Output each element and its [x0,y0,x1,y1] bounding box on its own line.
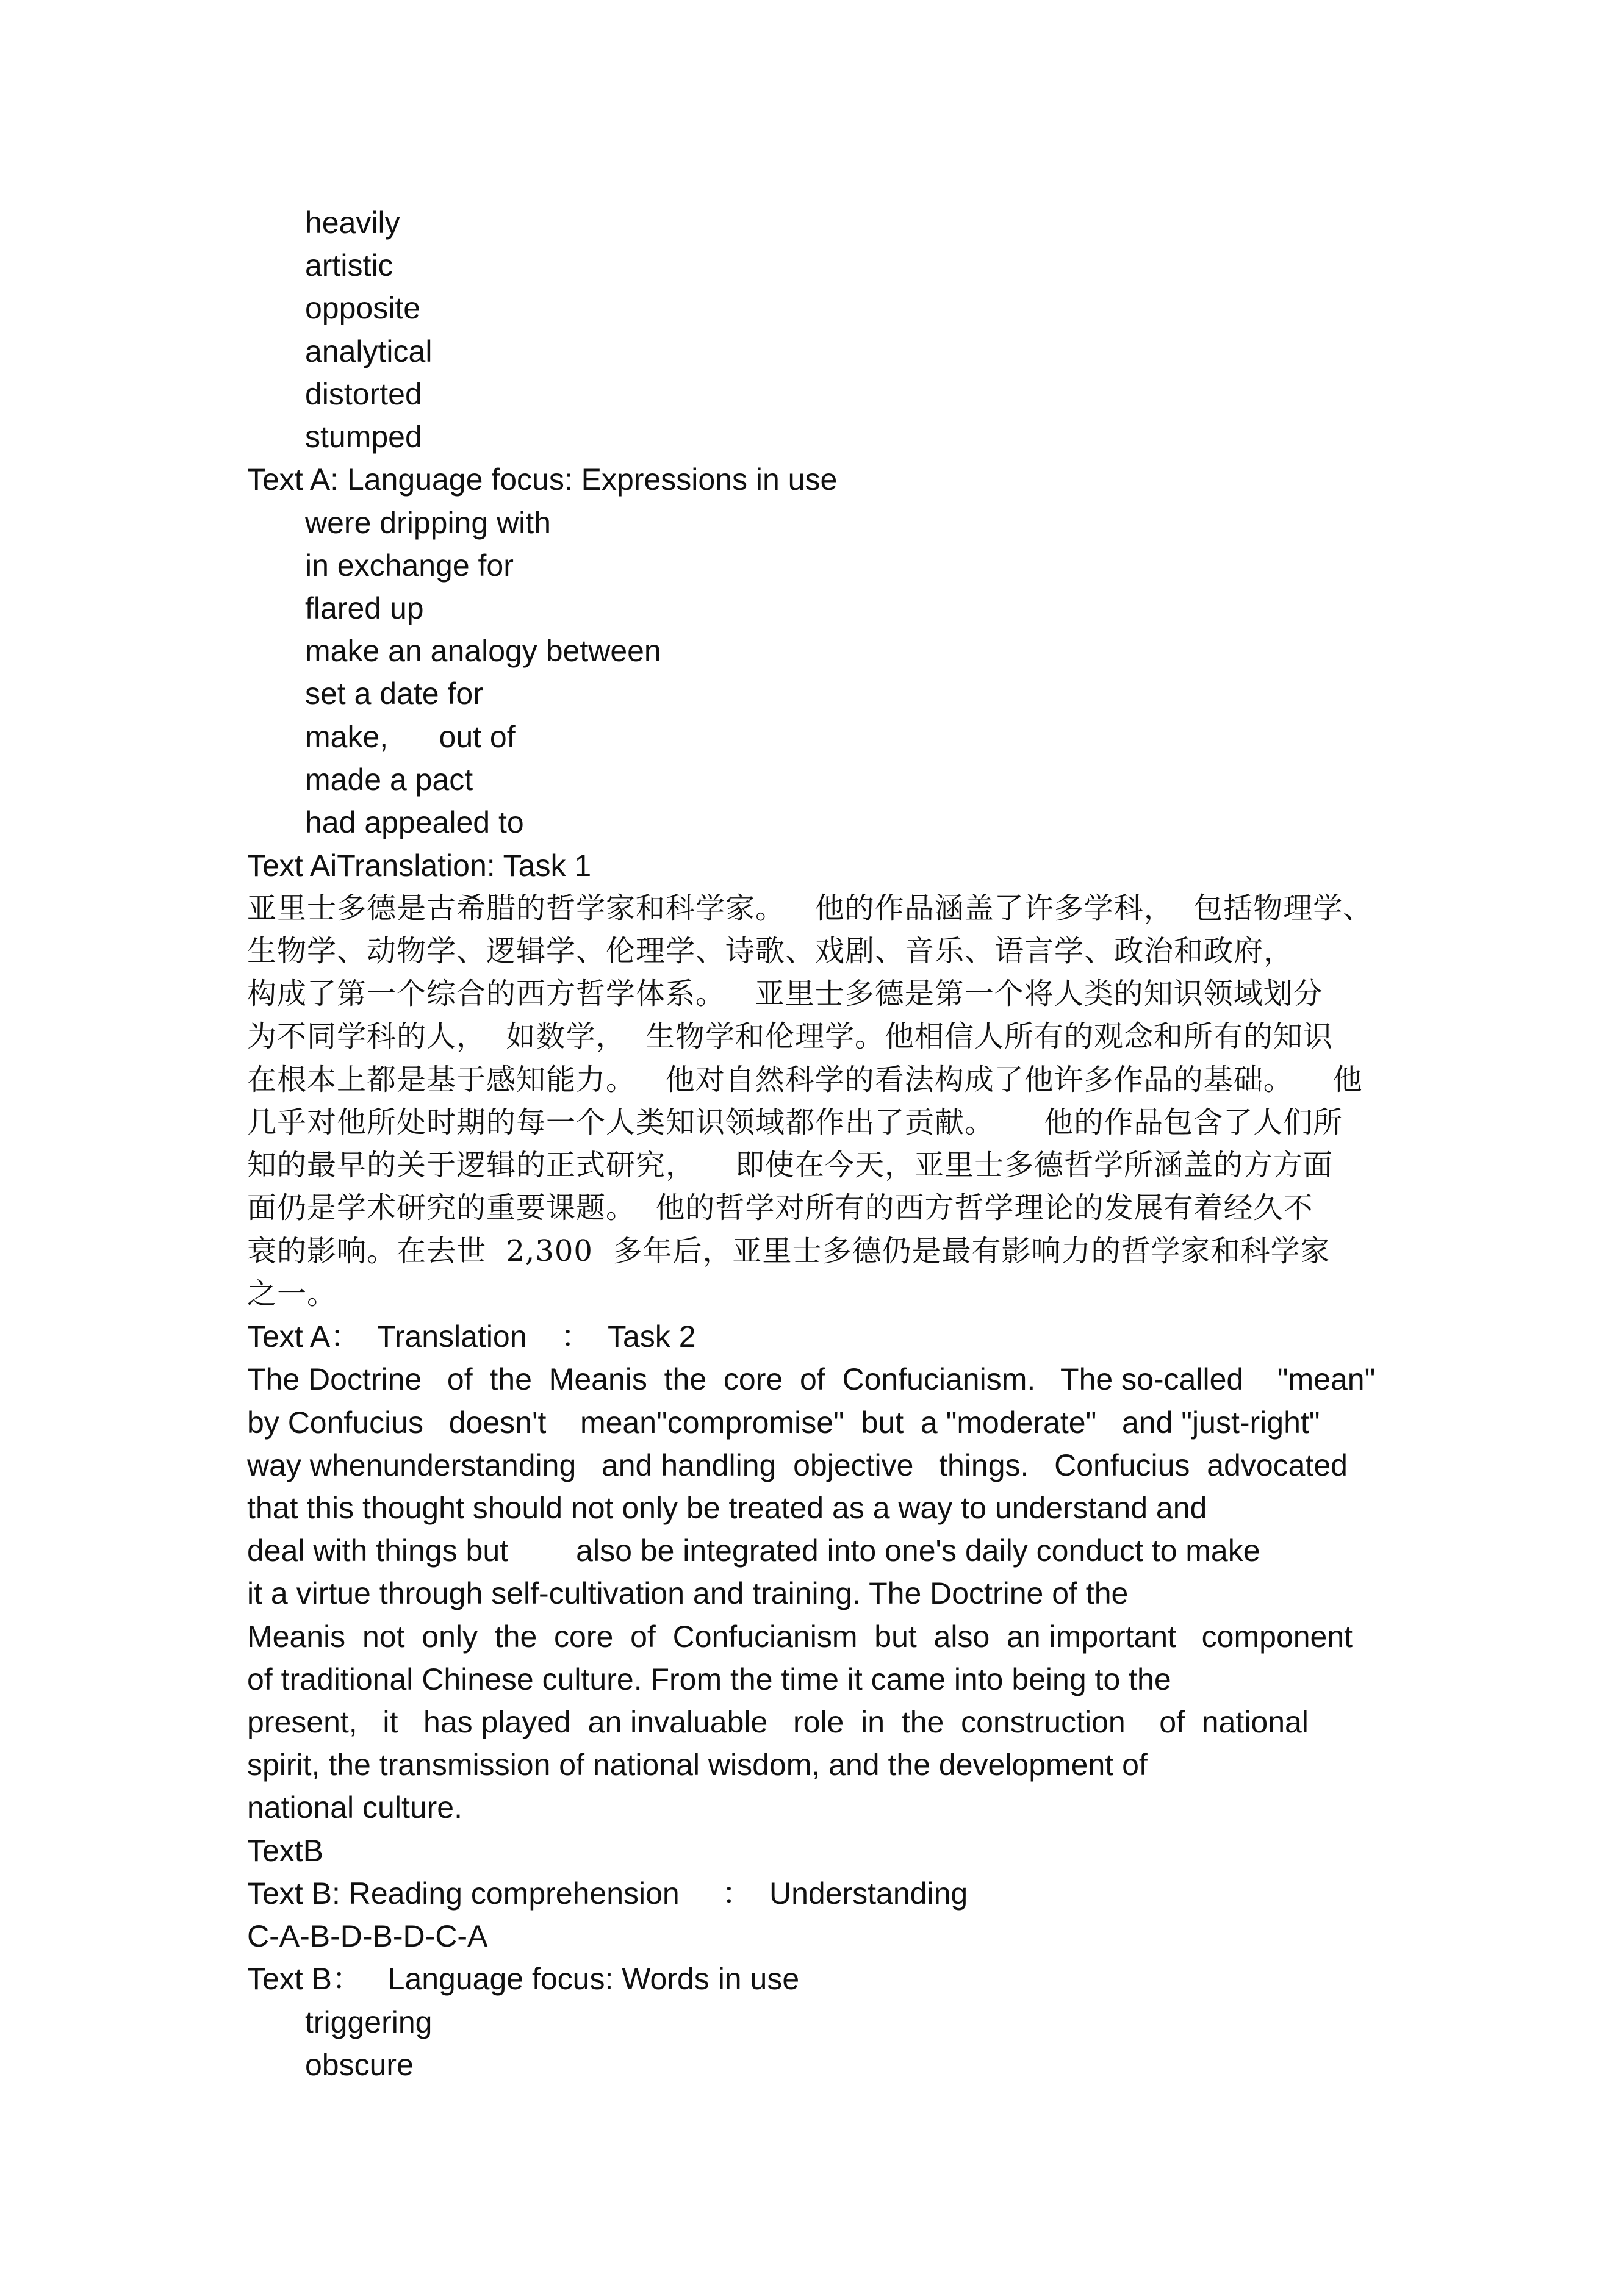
translation-line-en: Meanis not only the core of Confucianism but also an important component [247,1620,1353,1654]
translation-line-zh: 在根本上都是基于感知能力。 他对自然科学的看法构成了他许多作品的基础。 他 [247,1063,1363,1097]
section-heading-expressions: Text A: Language focus: Expressions in use [247,462,838,497]
answer-expression: flared up [305,591,424,625]
section-heading-reading: Text B: Reading comprehension ： Understanding [247,1876,968,1911]
answer-expression: make, out of [305,720,516,754]
section-heading-task1: Text AiTranslation: Task 1 [247,849,592,883]
translation-line-zh: 亚里士多德是古希腊的哲学家和科学家。 他的作品涵盖了许多学科， 包括物理学、 [247,891,1373,925]
translation-line-en: The Doctrine of the Meanis the core of Confucianism. The so-called "mean" [247,1362,1376,1396]
answer-expression: make an analogy between [305,634,661,668]
translation-line-zh: 面仍是学术研究的重要课题。 他的哲学对所有的西方哲学理论的发展有着经久不 [247,1191,1313,1225]
translation-line-zh: 为不同学科的人， 如数学， 生物学和伦理学。他相信人所有的观念和所有的知识 [247,1019,1334,1053]
translation-line-en: it a virtue through self-cultivation and training. The Doctrine of the [247,1576,1129,1610]
translation-line-zh: 之一。 [247,1277,337,1311]
answer-word: stumped [305,420,422,454]
translation-line-en: national culture. [247,1790,463,1825]
translation-line-zh: 构成了第一个综合的西方哲学体系。 亚里士多德是第一个将人类的知识领域划分 [247,977,1323,1011]
section-label-textb: TextB [247,1834,324,1868]
translation-line-en: that this thought should not only be treated as a way to understand and [247,1491,1207,1525]
answer-word: obscure [305,2048,414,2082]
translation-line-zh: 衰的影响。在去世 2,300 多年后，亚里士多德仍是最有影响力的哲学家和科学家 [247,1234,1331,1268]
translation-line-en: way whenunderstanding and handling objective things. Confucius advocated [247,1448,1348,1482]
translation-line-zh: 生物学、动物学、逻辑学、伦理学、诗歌、戏剧、音乐、语言学、政治和政府， [247,934,1294,968]
section-heading-task2: Text A： Translation ： Task 2 [247,1319,696,1354]
answer-word: analytical [305,334,433,368]
section-heading-words-b: Text B： Language focus: Words in use [247,1962,800,1996]
translation-line-en: of traditional Chinese culture. From the time it came into being to the [247,1662,1171,1696]
answer-expression: were dripping with [305,506,551,540]
translation-line-zh: 知的最早的关于逻辑的正式研究， 即使在今天，亚里士多德哲学所涵盖的方方面 [247,1148,1334,1182]
answer-word: heavily [305,206,400,240]
translation-line-zh: 几乎对他所处时期的每一个人类知识领域都作出了贡献。 他的作品包含了人们所 [247,1105,1343,1139]
answer-word: triggering [305,2005,433,2039]
translation-line-en: present, it has played an invaluable role in the construction of national [247,1705,1309,1739]
answer-expression: in exchange for [305,548,514,583]
answer-expression: made a pact [305,763,473,797]
translation-line-en: by Confucius doesn't mean"compromise" but a "moderate" and "just-right" [247,1405,1320,1440]
answer-expression: set a date for [305,676,483,711]
answer-word: distorted [305,377,422,411]
answer-word: opposite [305,291,421,325]
reading-answers: C-A-B-D-B-D-C-A [247,1919,488,1953]
translation-line-en: deal with things but also be integrated into one's daily conduct to make [247,1534,1260,1568]
answer-word: artistic [305,248,393,282]
answer-expression: had appealed to [305,805,524,839]
translation-line-en: spirit, the transmission of national wisdom, and the development of [247,1748,1148,1782]
